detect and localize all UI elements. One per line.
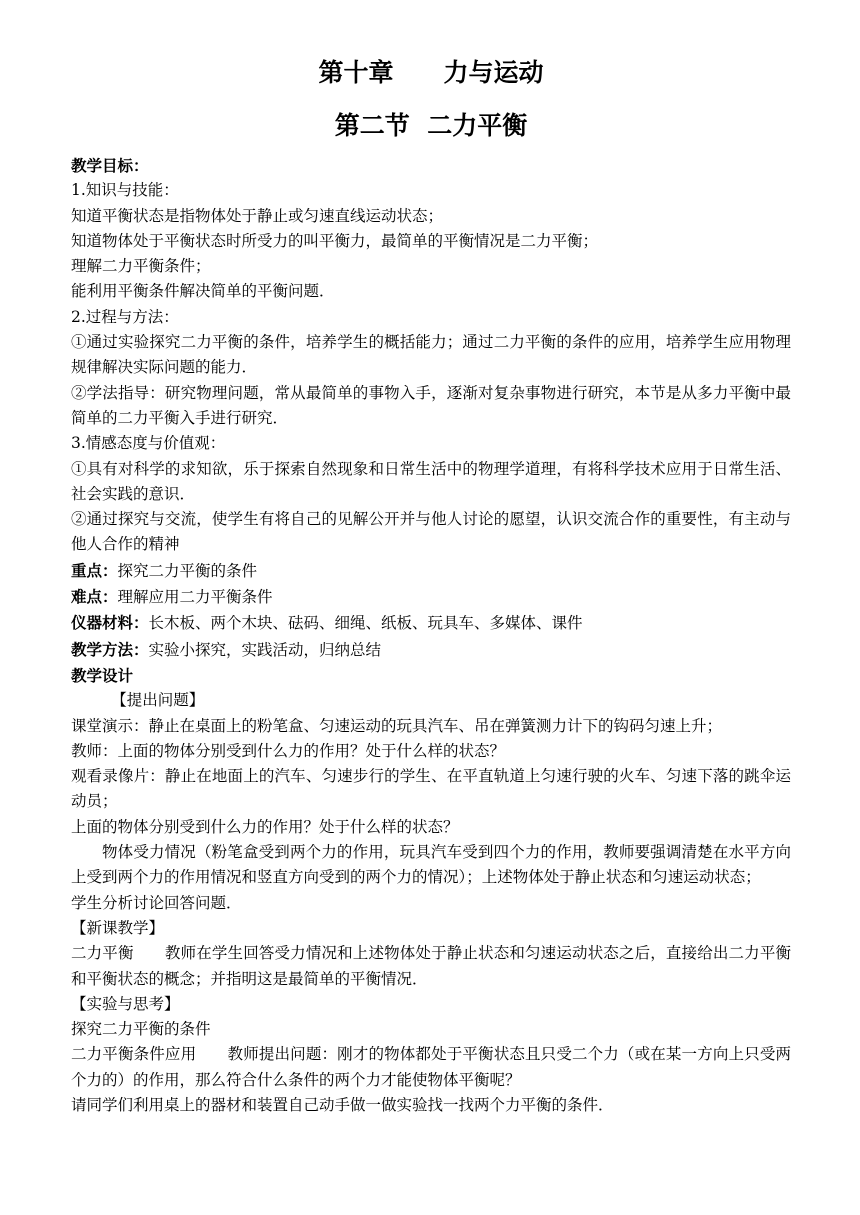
knowledge-heading: 1.知识与技能： bbox=[71, 181, 179, 200]
attitude-heading: 3.情感态度与价值观： bbox=[71, 434, 226, 453]
knowledge-item: 理解二力平衡条件； bbox=[71, 257, 211, 276]
new-lesson-heading: 【新课教学】 bbox=[71, 918, 165, 937]
key-points bbox=[71, 558, 791, 584]
difficult-points bbox=[71, 584, 791, 610]
difficult-points-text: 理解应用二力平衡条件 bbox=[117, 588, 273, 607]
knowledge-item: 知道物体处于平衡状态时所受力的叫平衡力，最简单的平衡情况是二力平衡； bbox=[71, 231, 599, 250]
difficult-points-label: 难点： bbox=[71, 587, 118, 607]
discussion-line: 学生分析讨论回答问题． bbox=[71, 893, 242, 912]
objectives-heading: 教学目标： bbox=[71, 156, 149, 175]
materials bbox=[71, 610, 791, 636]
process-item: ②学法指导：研究物理问题，常从最简单的事物入手，逐渐对复杂事物进行研究，本节是从多力平衡中最简单的二力平衡入手进行研究． bbox=[71, 383, 791, 427]
raise-question-line: 教师：上面的物体分别受到什么力的作用？处于什么样的状态？ bbox=[71, 741, 506, 760]
key-points-label: 重点： bbox=[71, 560, 118, 580]
process-item: ①通过实验探究二力平衡的条件，培养学生的概括能力；通过二力平衡的条件的应用，培养学生应用物理规律解决实际问题的能力． bbox=[71, 333, 791, 377]
experiment-subheading: 探究二力平衡的条件 bbox=[71, 1020, 211, 1039]
design-heading: 教学设计 bbox=[71, 665, 134, 685]
materials-label: 仪器材料： bbox=[71, 613, 149, 633]
materials-text: 长木板、两个木块、砝码、细绳、纸板、玩具车、多媒体、课件 bbox=[148, 614, 583, 633]
methods-label: 教学方法： bbox=[71, 639, 149, 659]
attitude-item: ①具有对科学的求知欲，乐于探索自然现象和日常生活中的物理学道理，有将科学技术应用于日常生活、社会实践的意识． bbox=[71, 459, 791, 503]
document-page bbox=[71, 54, 791, 1118]
process-heading: 2.过程与方法： bbox=[71, 307, 179, 326]
section-title: 第二节 二力平衡 bbox=[334, 111, 528, 140]
methods-text: 实验小探究，实践活动，归纳总结 bbox=[148, 640, 382, 659]
raise-question-line: 观看录像片：静止在地面上的汽车、匀速步行的学生、在平直轨道上匀速行驶的火车、匀速下落的跳伞运动员； bbox=[71, 767, 791, 811]
application-paragraph: 二力平衡条件应用 教师提出问题：刚才的物体都处于平衡状态且只受二个力（或在某一方向上只受两个力的）的作用，那么符合什么条件的两个力才能使物体平衡呢？ bbox=[71, 1045, 791, 1089]
chapter-title: 第十章 力与运动 bbox=[318, 58, 544, 87]
force-analysis-paragraph: 物体受力情况（粉笔盒受到两个力的作用，玩具汽车受到四个力的作用，教师要强调清楚在水平方向上受到两个力的作用情况和竖直方向受到的两个力的情况）；上述物体处于静止状态和匀速运动状态； bbox=[71, 843, 791, 887]
key-points-text: 探究二力平衡的条件 bbox=[117, 561, 258, 580]
raise-question-line: 课堂演示：静止在桌面上的粉笔盒、匀速运动的玩具汽车、吊在弹簧测力计下的钩码匀速上升； bbox=[71, 716, 723, 735]
experiment-heading: 【实验与思考】 bbox=[71, 994, 180, 1013]
raise-question-line: 上面的物体分别受到什么力的作用？处于什么样的状态？ bbox=[71, 817, 459, 836]
knowledge-item: 知道平衡状态是指物体处于静止或匀速直线运动状态； bbox=[71, 206, 444, 225]
attitude-item: ②通过探究与交流，使学生有将自己的见解公开并与他人讨论的愿望，认识交流合作的重要性，有主动与他人合作的精神 bbox=[71, 510, 791, 554]
teaching-methods bbox=[71, 637, 791, 663]
raise-question-heading: 【提出问题】 bbox=[111, 691, 205, 710]
new-lesson-paragraph: 二力平衡 教师在学生回答受力情况和上述物体处于静止状态和匀速运动状态之后，直接给出二力平衡和平衡状态的概念；并指明这是最简单的平衡情况． bbox=[71, 944, 791, 988]
instruction-line: 请同学们利用桌上的器材和装置自己动手做一做实验找一找两个力平衡的条件． bbox=[71, 1095, 614, 1114]
knowledge-item: 能利用平衡条件解决简单的平衡问题． bbox=[71, 282, 335, 301]
